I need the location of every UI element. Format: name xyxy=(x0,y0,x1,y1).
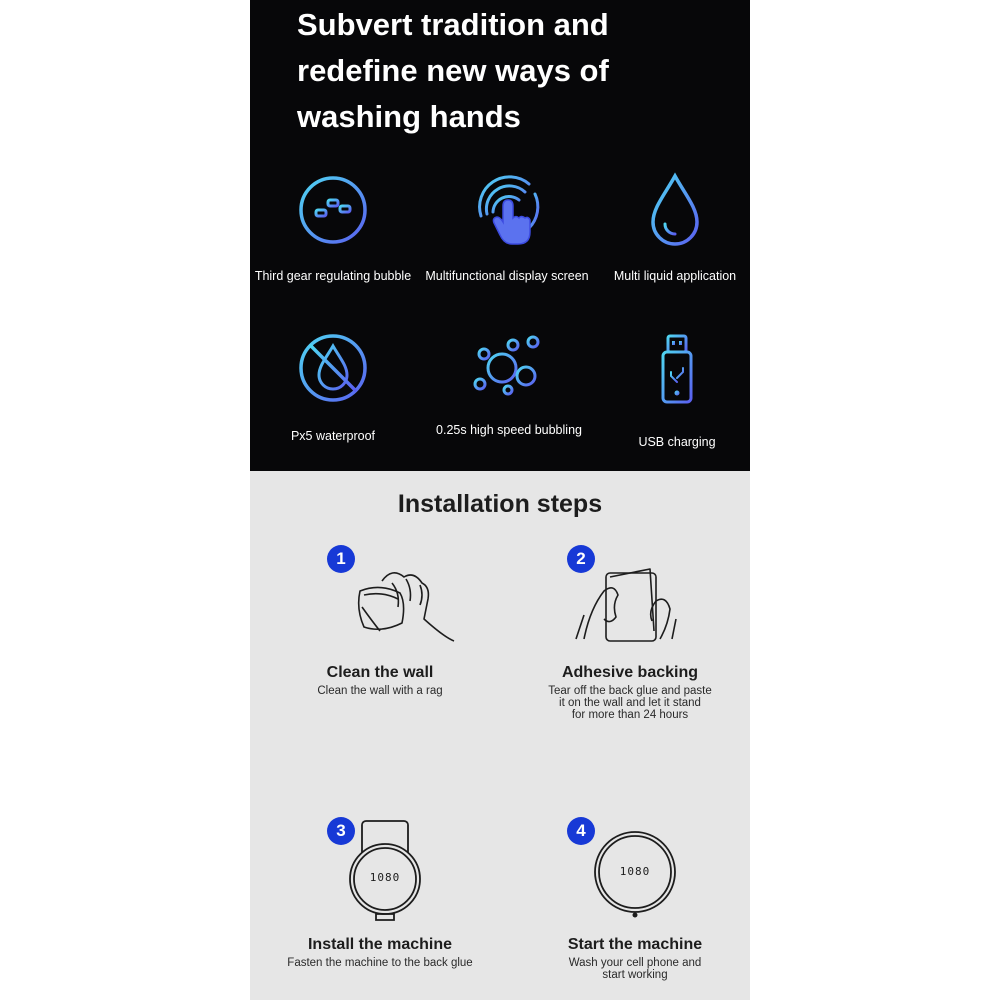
section-title: Installation steps xyxy=(397,490,603,518)
step-illustration xyxy=(260,543,500,663)
headline-line: Subvert tradition and xyxy=(297,7,609,42)
step-description: Clean the wall with a rag xyxy=(317,685,443,697)
feature-label: USB charging xyxy=(638,435,716,449)
rag-hand-illustration xyxy=(260,543,500,663)
step-title: Start the machine xyxy=(567,936,703,953)
step-description: Fasten the machine to the back glue xyxy=(287,957,473,969)
step-install-machine xyxy=(260,815,500,969)
step-title: Adhesive backing xyxy=(561,664,699,681)
step-description: Wash your cell phone and start working xyxy=(568,957,702,981)
step-description: Tear off the back glue and paste it on the wall and let it stand for more than 24 hours xyxy=(548,685,712,721)
feature-bubbling xyxy=(426,332,592,438)
step-illustration xyxy=(510,543,750,663)
usb-icon xyxy=(637,332,717,412)
touch-screen-icon xyxy=(467,170,547,252)
waterproof-icon xyxy=(293,330,373,410)
headline-line: washing hands xyxy=(297,99,521,134)
step-number-badge: 3 xyxy=(327,817,355,845)
feature-waterproof xyxy=(250,330,416,444)
installation-panel xyxy=(250,471,750,1000)
headline xyxy=(297,2,717,140)
step-start-machine xyxy=(515,815,755,981)
step-title: Install the machine xyxy=(307,936,453,953)
feature-label: 0.25s high speed bubbling xyxy=(436,423,582,437)
step-number-badge: 4 xyxy=(567,817,595,845)
features-panel xyxy=(250,0,750,471)
feature-display xyxy=(424,170,590,284)
peel-backing-illustration xyxy=(510,543,750,663)
feature-label: Px5 waterproof xyxy=(290,429,376,443)
feature-label: Third gear regulating bubble xyxy=(254,269,412,283)
step-title: Clean the wall xyxy=(326,664,434,681)
sliders-icon xyxy=(293,170,373,252)
feature-usb xyxy=(594,332,760,450)
step-adhesive-backing xyxy=(510,543,750,721)
feature-third-gear xyxy=(250,170,416,284)
step-illustration xyxy=(260,815,500,935)
display-readout: 1080 xyxy=(619,865,651,878)
step-clean-wall xyxy=(260,543,500,697)
feature-label: Multi liquid application xyxy=(613,269,737,283)
feature-label: Multifunctional display screen xyxy=(425,269,589,283)
step-number-badge: 2 xyxy=(567,545,595,573)
feature-multi-liquid xyxy=(592,170,758,284)
display-readout: 1080 xyxy=(369,871,401,884)
step-illustration xyxy=(515,815,755,935)
bubbles-icon xyxy=(469,332,549,412)
headline-line: redefine new ways of xyxy=(297,53,609,88)
step-number-badge: 1 xyxy=(327,545,355,573)
water-drop-icon xyxy=(635,170,715,252)
